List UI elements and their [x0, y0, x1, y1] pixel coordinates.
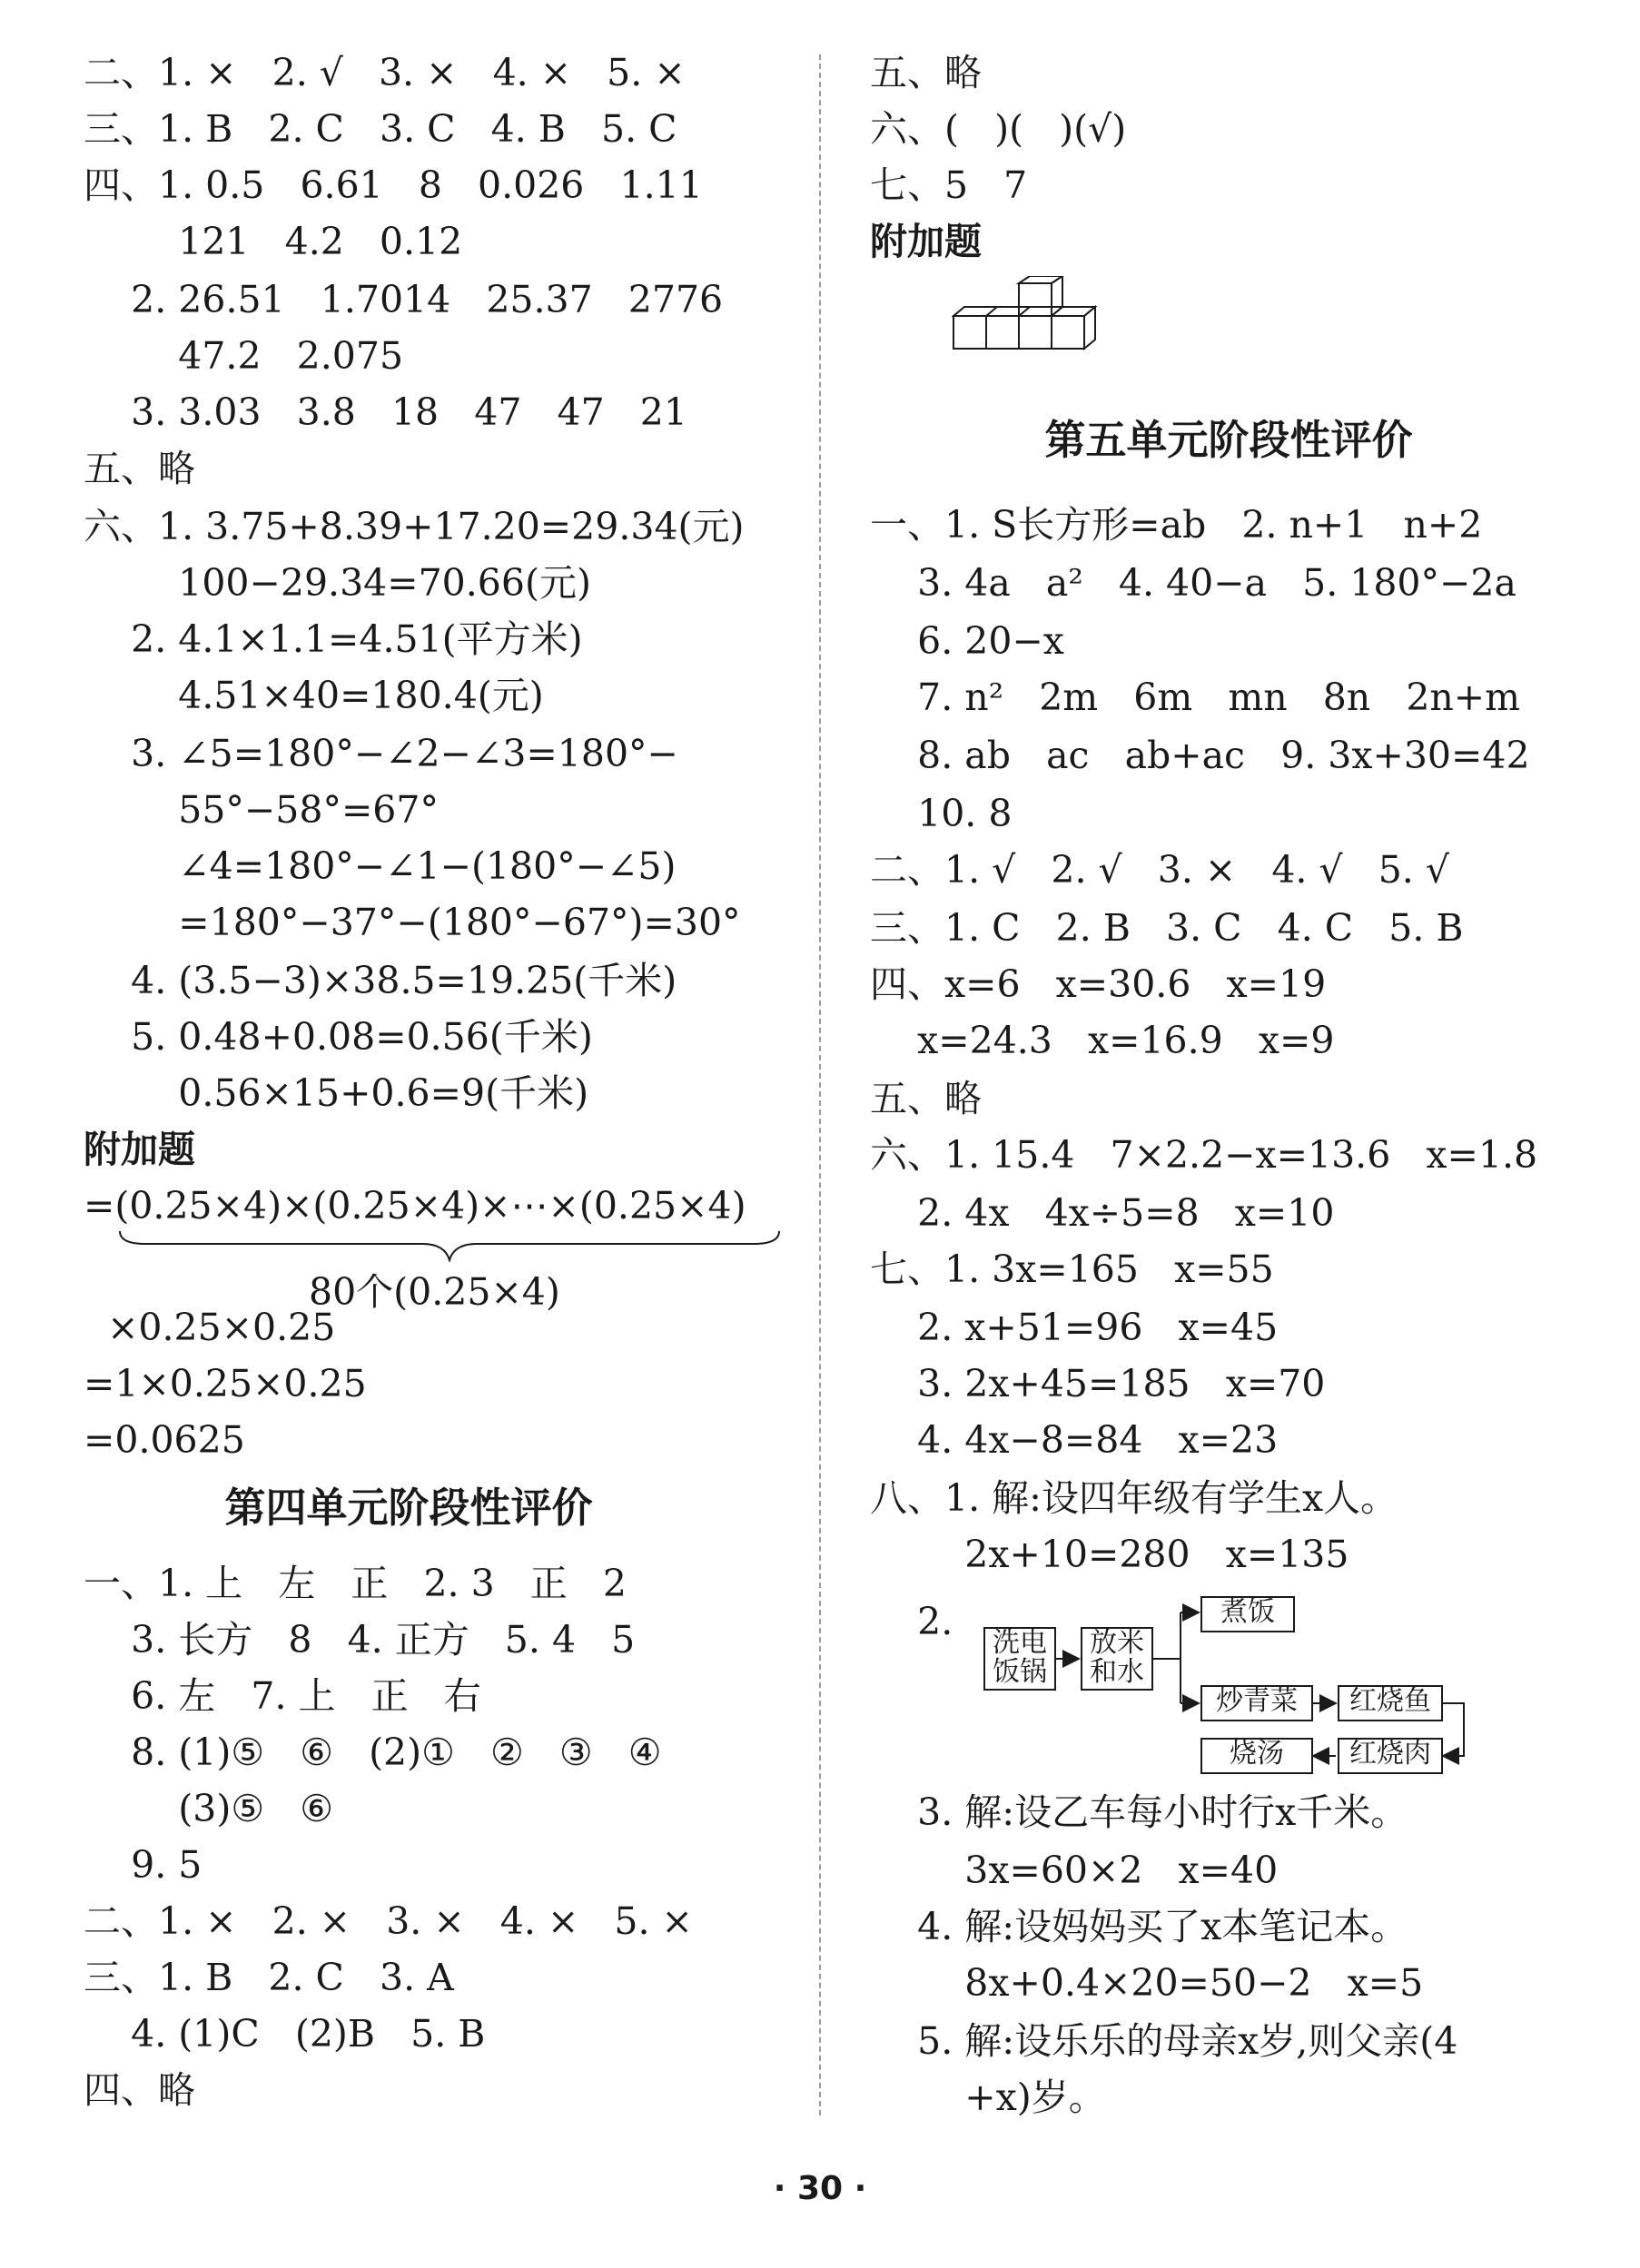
answer-line: +x)岁。: [870, 2076, 1106, 2119]
flow-box-veg: 炒青菜: [1200, 1685, 1313, 1721]
answer-line: =0.0625: [84, 1418, 245, 1462]
answer-line: 8. (1)⑤ ⑥ (2)① ② ③ ④: [84, 1731, 662, 1774]
answer-line: 100−29.34=70.66(元): [84, 561, 591, 605]
answer-line: 2. 4.1×1.1=4.51(平方米): [84, 617, 583, 661]
answer-line: 5. 0.48+0.08=0.56(千米): [84, 1015, 593, 1059]
extra-question-heading: 附加题: [84, 1128, 195, 1171]
brace-label: 80个(0.25×4): [309, 1270, 560, 1314]
answer-line: 2.: [870, 1600, 953, 1643]
flow-box-pork: 红烧肉: [1338, 1738, 1443, 1774]
answer-line: 八、1. 解:设四年级有学生x人。: [870, 1476, 1398, 1520]
answer-line: 3. ∠5=180°−∠2−∠3=180°−: [84, 732, 678, 775]
flow-box-rice: 放米 和水: [1081, 1627, 1153, 1691]
answer-line: 8x+0.4×20=50−2 x=5: [870, 1961, 1424, 2005]
answer-line: 3. 解:设乙车每小时行x千米。: [870, 1790, 1408, 1834]
answer-line: 二、1. × 2. √ 3. × 4. × 5. ×: [84, 51, 686, 94]
answer-line: 四、1. 0.5 6.61 8 0.026 1.11: [84, 163, 703, 207]
answer-line: 七、1. 3x=165 x=55: [870, 1247, 1274, 1291]
page-number: · 30 ·: [773, 2170, 867, 2207]
answer-line: 一、1. 上 左 正 2. 3 正 2: [84, 1562, 627, 1605]
answer-line: 三、1. B 2. C 3. A: [84, 1956, 454, 1999]
answer-line: 3. 4a a² 4. 40−a 5. 180°−2a: [870, 561, 1517, 605]
answer-line: 2. 4x 4x÷5=8 x=10: [870, 1191, 1335, 1235]
answer-line: 3x=60×2 x=40: [870, 1849, 1279, 1892]
answer-line: 2. 26.51 1.7014 25.37 2776: [84, 278, 724, 321]
flow-box-fish: 红烧鱼: [1338, 1685, 1443, 1721]
answer-line: 三、1. C 2. B 3. C 4. C 5. B: [870, 906, 1464, 950]
answer-line: 六、( )( )(√): [870, 107, 1127, 151]
answer-line: 0.56×15+0.6=9(千米): [84, 1071, 589, 1115]
answer-line: 3. 长方 8 4. 正方 5. 4 5: [84, 1618, 636, 1662]
column-divider: [819, 54, 821, 2115]
answer-line: 4.51×40=180.4(元): [84, 674, 544, 717]
flow-box-wash: 洗电 饭锅: [983, 1627, 1056, 1691]
answer-line: 6. 20−x: [870, 619, 1064, 663]
answer-line: 5. 解:设乐乐的母亲x岁,则父亲(4: [870, 2019, 1458, 2063]
answer-line: 五、略: [870, 1077, 982, 1120]
answer-line: 55°−58°=67°: [84, 788, 439, 832]
answer-line: x=24.3 x=16.9 x=9: [870, 1019, 1335, 1062]
answer-line: 二、1. √ 2. √ 3. × 4. √ 5. √: [870, 848, 1450, 892]
answer-line: 四、略: [84, 2068, 195, 2112]
answer-line: 121 4.2 0.12: [84, 220, 463, 263]
answer-line: 4. (1)C (2)B 5. B: [84, 2012, 486, 2056]
section-title: 第五单元阶段性评价: [1044, 416, 1413, 464]
answer-line: =1×0.25×0.25: [84, 1362, 367, 1405]
answer-line: 四、x=6 x=30.6 x=19: [870, 962, 1327, 1006]
answer-line: 六、1. 15.4 7×2.2−x=13.6 x=1.8: [870, 1133, 1538, 1177]
answer-line: ×0.25×0.25: [84, 1306, 336, 1349]
extra-question-heading: 附加题: [870, 220, 982, 263]
answer-line: 7. n² 2m 6m mn 8n 2n+m: [870, 675, 1521, 719]
answer-line: 8. ab ac ab+ac 9. 3x+30=42: [870, 734, 1530, 777]
answer-line: 三、1. B 2. C 3. C 4. B 5. C: [84, 107, 677, 151]
answer-line: =180°−37°−(180°−67°)=30°: [84, 901, 741, 944]
answer-line: 2. x+51=96 x=45: [870, 1306, 1279, 1349]
answer-line: (3)⑤ ⑥: [84, 1787, 333, 1830]
answer-line: 3. 3.03 3.8 18 47 47 21: [84, 390, 687, 434]
answer-line: 10. 8: [870, 792, 1013, 835]
flow-box-cook: 煮饭: [1200, 1596, 1295, 1632]
answer-line: 4. (3.5−3)×38.5=19.25(千米): [84, 959, 677, 1002]
answer-line: 二、1. × 2. × 3. × 4. × 5. ×: [84, 1899, 693, 1943]
answer-line: 五、略: [870, 51, 982, 94]
answer-line: 9. 5: [84, 1843, 203, 1887]
answer-line: 一、1. S长方形=ab 2. n+1 n+2: [870, 503, 1483, 547]
brace-expression: =(0.25×4)×(0.25×4)×⋯×(0.25×4): [84, 1184, 746, 1228]
answer-line: 4. 4x−8=84 x=23: [870, 1418, 1279, 1462]
answer-line: ∠4=180°−∠1−(180°−∠5): [84, 844, 677, 888]
answer-line: 六、1. 3.75+8.39+17.20=29.34(元): [84, 505, 745, 548]
flow-box-soup: 烧汤: [1200, 1738, 1313, 1774]
answer-line: 4. 解:设妈妈买了x本笔记本。: [870, 1905, 1408, 1948]
answer-line: 47.2 2.075: [84, 334, 404, 378]
flow-arrows: [817, 1580, 1640, 1789]
section-title: 第四单元阶段性评价: [224, 1484, 593, 1532]
answer-line: 6. 左 7. 上 正 右: [84, 1674, 481, 1718]
answer-line: 五、略: [84, 447, 195, 490]
underbrace: [118, 1229, 781, 1262]
answer-line: 3. 2x+45=185 x=70: [870, 1362, 1326, 1405]
cube-figure: [952, 276, 1097, 354]
answer-line: 七、5 7: [870, 163, 1028, 207]
answer-line: 2x+10=280 x=135: [870, 1533, 1349, 1576]
